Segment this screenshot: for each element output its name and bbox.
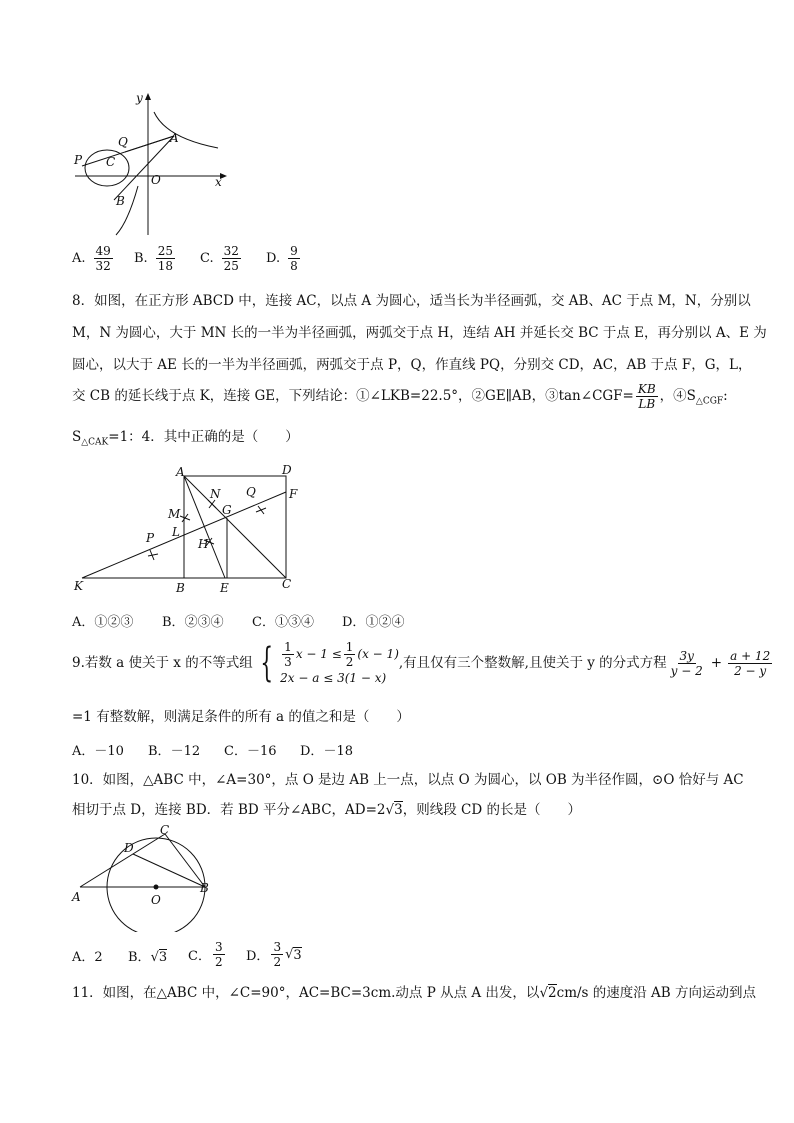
label-q: Q [246,485,256,499]
tan-fraction: $\frac{KB}{LB}$ [637,382,656,411]
q7-option-b: B. $\frac{25}{18}$ [134,244,173,273]
q8-line-3: 圆心，以大于 AE 长的一半为半径画弧，两弧交于点 P，Q，作直线 PQ，分别交 CD，AC，AB 于点 F，G，L， [72,357,752,373]
mark-q [256,506,266,514]
q10-line-1: 10．如图，△ABC 中，∠A=30°，点 O 是边 AB 上一点，以点 O 为圆心，以 OB 为半径作圆，⊙O 恰好与 AC [72,772,744,788]
label-o: O [151,173,161,187]
q8-line-1: 8．如图，在正方形 ABCD 中，连接 AC，以点 A 为圆心，适当长为半径画弧，交 AB、AC 于点 M，N，分别以 [72,293,751,309]
q11-line-1: 11．如图，在△ABC 中，∠C=90°，AC=BC=3cm.动点 P 从点 A 出发，以√2cm/s 的速度沿 AB 方向运动到点 [72,985,757,1001]
diagonal-ac [184,476,286,578]
q9-line-1: 9.若数 a 使关于 x 的不等式组 { $\frac{1}{3}$ x − 1 ≤ $\frac{1}{2}$ (x − 1) 2x − a ≤ 3(1 − x) ,有且仅有三个整数解,且使关于 y 的分式方程 $\frac{3y}{y - 2}$ + $\frac{a + 12}{2 - y}$ [72,639,771,686]
label-a: A [72,890,81,904]
label-e: E [220,581,229,595]
label-o: O [151,893,161,907]
q10-option-d: D． $\frac{3}{2}$ √ 3 [246,940,302,969]
label-p: P [146,531,155,545]
q8-option-a: A．①②③ [72,615,134,630]
label-y: y [136,91,143,105]
label-a: A [170,131,179,145]
label-c: C [106,155,116,169]
q7-option-d: D. $\frac{9}{8}$ [266,244,298,273]
label-b: B [116,194,125,208]
hyperbola-branch-1 [154,112,218,148]
q10-option-b: B．√3 [128,950,168,965]
q8-line-5: $S_{\triangle CAK}=1$：4．其中正确的是（ ） [72,429,299,448]
q9-line-2: =1 有整数解，则满足条件的所有 a 的值之和是（ ） [72,709,410,725]
segment-cb [165,834,205,887]
q9-option-b: B．－12 [148,744,201,759]
q7-figure [70,90,230,240]
label-x: x [215,175,222,189]
q7-option-a: A. $\frac{49}{32}$ [72,244,111,273]
label-m: M [168,507,181,521]
label-n: N [210,487,221,501]
q9-option-a: A．－10 [72,744,124,759]
label-g: G [222,503,232,517]
q8-line-2: M，N 为圆心，大于 MN 长的一半为半径画弧，两弧交于点 H，连结 AH 并延长交 BC 于点 E，再分别以 A、E 为 [72,325,767,341]
label-c: C [282,577,292,591]
label-q: Q [118,135,128,149]
label-b: B [176,581,185,595]
label-k: K [74,579,83,593]
label-d: D [282,463,292,477]
q8-option-d: D．①②④ [342,615,405,630]
center-o [154,885,159,890]
q7-option-c: C. $\frac{32}{25}$ [200,244,239,273]
mark-m [180,514,190,522]
q8-line-4: 交 CB 的延长线于点 K，连接 GE，下列结论：①∠LKB=22.5°，②GE∥AB，③tan∠CGF= $\frac{KB}{LB}$ ，$④S_{\triangle CGF}$: [72,382,728,411]
label-b: B [200,881,209,895]
q8-option-b: B．②③④ [162,615,224,630]
y-axis-arrow [145,93,151,100]
q9-option-c: C．－16 [224,744,277,759]
label-h: H [198,537,209,551]
mark-n [208,500,216,508]
q8-option-c: C．①③④ [252,615,314,630]
label-l: L [172,525,180,539]
label-d: D [124,841,134,855]
q8-figure [70,462,310,598]
mark-p [148,550,158,560]
q10-option-c: C． $\frac{3}{2}$ [188,940,223,969]
segment-ac [80,834,165,887]
label-p: P [74,153,83,167]
label-c: C [160,823,170,837]
q9-option-d: D．－18 [300,744,353,759]
q10-line-2: 相切于点 D，连接 BD．若 BD 平分∠ABC，AD=2√3，则线段 CD 的长是（ ） [72,802,581,818]
system-brace: { [260,640,273,686]
q10-figure [70,822,220,932]
segment-db [133,854,205,887]
label-a: A [176,465,185,479]
q10-option-a: A．2 [72,950,103,965]
sqrt-sign: √ [385,802,395,818]
label-f: F [289,487,298,501]
